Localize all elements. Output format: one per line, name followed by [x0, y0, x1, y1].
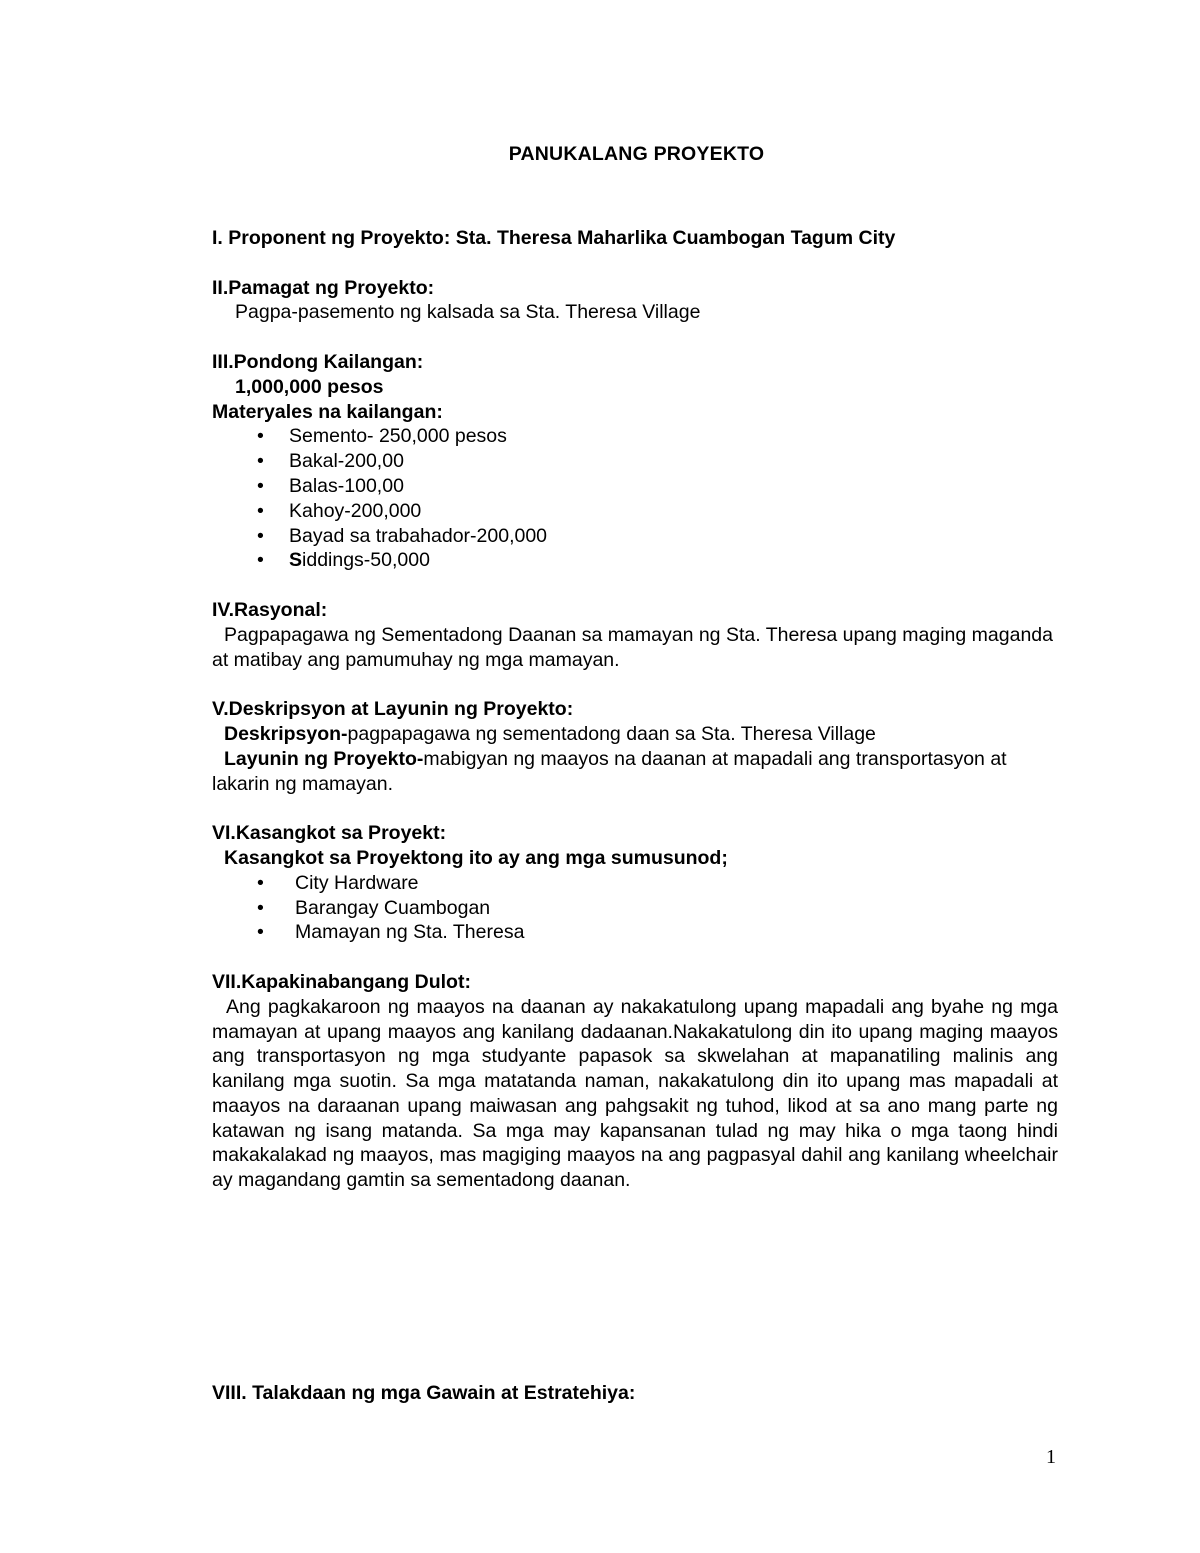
list-item-text: iddings-50,000 — [302, 549, 430, 572]
description-line — [212, 722, 1058, 747]
materials-heading: Materyales na kailangan: — [212, 400, 443, 423]
section-7-text: Ang pagkakaroon ng maayos na daanan ay nakakatulong upang mapadali ang byahe ng mga mamayan at upang maayos ang kanilang dadaanan.Nakakatulong din ito upang maging maayos ang transportasyon ng mga studyante papasok sa skwelahan at mapanatiling malinis ang kanilang mga suotin. Sa mga matatanda naman, nakakatulong din ito upang mas mapadali at maayos na daraanan upang maiwasan ang pahgsakit ng tuhod, likod at sa ano mang parte ng katawan ng isang matanda. Sa mga may kapansanan tulad ng may hika o mga taong hindi makakalakad ng maayos, mas magiging maayos na ang pagpasyal dahil ang kanilang wheelchair ay magandang gamtin sa sementadong daanan. — [212, 995, 1058, 1192]
bullet-icon: • — [257, 474, 264, 497]
goal-line — [212, 747, 1058, 797]
section-3-heading: III.Pondong Kailangan: — [212, 350, 424, 373]
section-4-heading: IV.Rasyonal: — [212, 598, 328, 621]
bullet-icon: • — [257, 450, 264, 473]
list-item-initial: S — [289, 549, 303, 572]
bullet-icon: • — [257, 921, 264, 944]
page-number: 1 — [1046, 1446, 1056, 1468]
bullet-icon: • — [257, 499, 264, 522]
section-2 — [212, 276, 1058, 326]
bullet-icon: • — [257, 896, 264, 919]
bullet-icon: • — [257, 549, 264, 572]
document-body — [212, 226, 1058, 1193]
list-item — [212, 499, 1058, 524]
list-item — [212, 548, 1058, 573]
description-text: pagpapagawa ng sementadong daan sa Sta. Theresa Village — [347, 722, 876, 745]
section-3-amount: 1,000,000 pesos — [235, 375, 384, 398]
list-item-text: Mamayan ng Sta. Theresa — [295, 921, 525, 944]
section-5 — [212, 697, 1058, 796]
section-6-subheading: Kasangkot sa Proyektong ito ay ang mga sumusunod; — [224, 846, 728, 869]
section-4 — [212, 598, 1058, 672]
list-item — [212, 424, 1058, 449]
list-item — [212, 524, 1058, 549]
list-item — [212, 920, 1058, 945]
section-4-text: Pagpapagawa ng Sementadong Daanan sa mamayan ng Sta. Theresa upang maging maganda at matibay ang pamumuhay ng mga mamayan. — [212, 623, 1053, 671]
section-2-text: Pagpa-pasemento ng kalsada sa Sta. Theresa Village — [235, 301, 701, 324]
bullet-icon: • — [257, 425, 264, 448]
list-item-text: City Hardware — [295, 871, 419, 894]
section-7 — [212, 970, 1058, 1193]
list-item-text: Semento- 250,000 pesos — [289, 425, 507, 448]
goal-label: Layunin ng Proyekto- — [224, 747, 424, 770]
section-1-proponent: I. Proponent ng Proyekto: Sta. Theresa Maharlika Cuambogan Tagum City — [212, 227, 896, 249]
section-5-heading: V.Deskripsyon at Layunin ng Proyekto: — [212, 698, 574, 721]
materials-list — [212, 424, 1058, 573]
list-item-text: Kahoy-200,000 — [289, 499, 422, 522]
bullet-icon: • — [257, 871, 264, 894]
list-item — [212, 871, 1058, 896]
stakeholders-list — [212, 871, 1058, 945]
bullet-icon: • — [257, 524, 264, 547]
section-8-heading: VIII. Talakdaan ng mga Gawain at Estratehiya: — [212, 1382, 636, 1404]
list-item-text: Bayad sa trabahador-200,000 — [289, 524, 548, 547]
list-item-text: Bakal-200,00 — [289, 450, 404, 473]
section-3 — [212, 350, 1058, 573]
goal-text: mabigyan ng maayos na daanan at mapadali ang transportasyon at lakarin ng mamayan. — [212, 747, 1007, 795]
section-7-heading: VII.Kapakinabangang Dulot: — [212, 970, 471, 993]
section-6 — [212, 821, 1058, 945]
list-item-text: Balas-100,00 — [289, 474, 404, 497]
section-2-heading: II.Pamagat ng Proyekto: — [212, 276, 435, 299]
list-item-text: Barangay Cuambogan — [295, 896, 491, 919]
list-item — [212, 896, 1058, 921]
description-label: Deskripsyon- — [224, 722, 348, 745]
list-item — [212, 449, 1058, 474]
section-6-heading: VI.Kasangkot sa Proyekt: — [212, 822, 447, 845]
page-title: PANUKALANG PROYEKTO — [508, 143, 765, 165]
list-item — [212, 474, 1058, 499]
